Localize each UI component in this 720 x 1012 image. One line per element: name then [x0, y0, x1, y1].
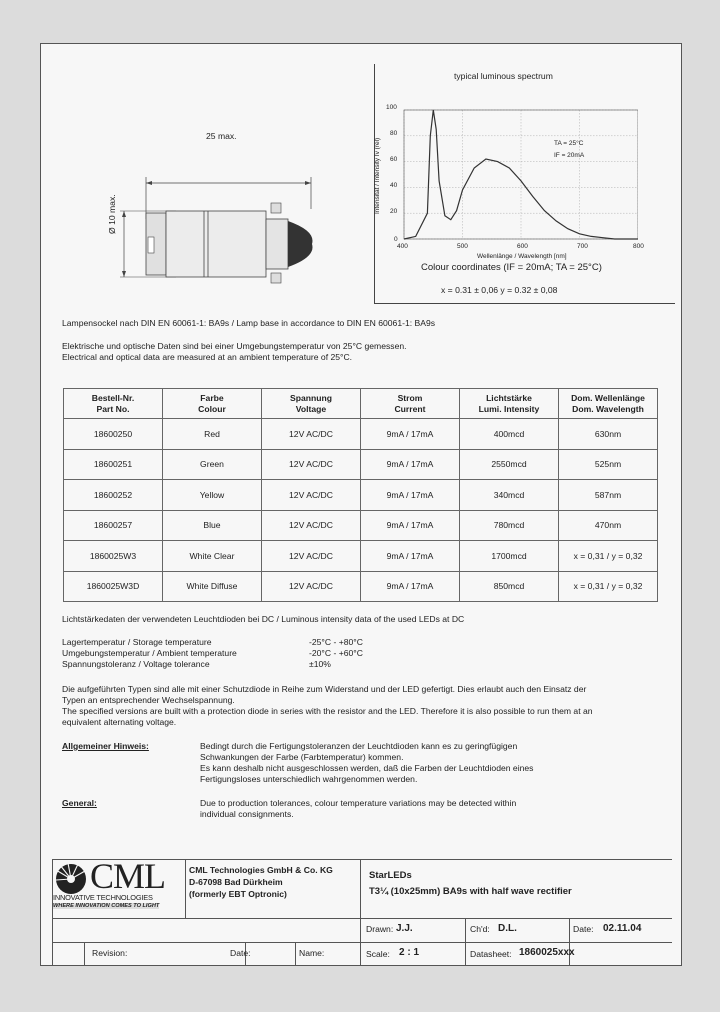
- header-current: Strom Current: [361, 389, 460, 419]
- x-tick-600: 600: [517, 243, 528, 250]
- cell: 12V AC/DC: [262, 449, 361, 480]
- revision-name-label: Name:: [299, 948, 325, 958]
- cell: 18600257: [64, 510, 163, 541]
- x-tick-500: 500: [457, 243, 468, 250]
- header-part-no: Bestell-Nr. Part No.: [64, 389, 163, 419]
- checked-value: D.L.: [498, 923, 517, 934]
- table-row: [64, 480, 658, 511]
- cell: 340mcd: [460, 480, 559, 511]
- cell: 1860025W3D: [64, 571, 163, 602]
- protection-text-4: equivalent alternating voltage.: [62, 717, 177, 727]
- datasheet-label: Datasheet:: [470, 949, 512, 959]
- table-row: [64, 510, 658, 541]
- table-row: [64, 449, 658, 480]
- cell: 587nm: [559, 480, 658, 511]
- cell: 525nm: [559, 449, 658, 480]
- x-tick-800: 800: [633, 243, 644, 250]
- spec-storage-value: -25°C - +80°C: [309, 637, 363, 647]
- legend-forward-current: IF = 20mA: [554, 152, 585, 159]
- date-label: Date:: [573, 924, 594, 934]
- drawn-value: J.J.: [396, 923, 413, 934]
- y-tick-60: 60: [390, 156, 398, 163]
- cell: 470nm: [559, 510, 658, 541]
- spectrum-y-axis-label: Intensität / Intensity Iv (rel): [374, 137, 381, 214]
- logo-subtitle: INNOVATIVE TECHNOLOGIES: [53, 893, 153, 902]
- cell: 9mA / 17mA: [361, 571, 460, 602]
- spec-ambient-label: Umgebungstemperatur / Ambient temperature: [62, 648, 237, 658]
- checked-label: Ch'd:: [470, 924, 490, 934]
- scale-value: 2 : 1: [399, 947, 420, 958]
- legend-ambient-temp: TA = 25°C: [554, 140, 584, 147]
- spectrum-x-axis-label: Wellenlänge / Wavelength [nm]: [477, 253, 567, 260]
- cell: 1860025W3: [64, 541, 163, 572]
- cell: 12V AC/DC: [262, 541, 361, 572]
- cell: White Diffuse: [163, 571, 262, 602]
- revision-date-label: Date:: [230, 948, 251, 958]
- datasheet-value: 1860025xxx: [519, 947, 575, 958]
- cell: 9mA / 17mA: [361, 480, 460, 511]
- general-note-en-2: individual consignments.: [200, 809, 294, 819]
- cell: 12V AC/DC: [262, 480, 361, 511]
- cell: 18600252: [64, 480, 163, 511]
- revision-label: Revision:: [92, 948, 128, 958]
- cell: 9mA / 17mA: [361, 419, 460, 450]
- general-note-de-1: Bedingt durch die Fertigungstoleranzen der Leuchtdioden kann es zu geringfügigen: [200, 741, 518, 751]
- cell: 2550mcd: [460, 449, 559, 480]
- cell: 18600251: [64, 449, 163, 480]
- date-value: 02.11.04: [603, 923, 642, 934]
- x-tick-400: 400: [397, 243, 408, 250]
- table-header-row: [64, 389, 658, 419]
- protection-text-2: Typen an entsprechender Wechselspannung.: [62, 695, 235, 705]
- cell: 850mcd: [460, 571, 559, 602]
- product-name: StarLEDs: [369, 870, 412, 881]
- general-note-en-1: Due to production tolerances, colour temperature variations may be detected within: [200, 798, 517, 808]
- general-note-de-label: Allgemeiner Hinweis:: [62, 741, 149, 751]
- spec-voltage-label: Spannungstoleranz / Voltage tolerance: [62, 659, 210, 669]
- electrical-note-de: Elektrische und optische Daten sind bei einer Umgebungstemperatur von 25°C gemessen.: [62, 341, 407, 351]
- cell: x = 0,31 / y = 0,32: [559, 541, 658, 572]
- x-tick-700: 700: [577, 243, 588, 250]
- spec-ambient-value: -20°C - +60°C: [309, 648, 363, 658]
- logo-text: CML: [90, 856, 166, 896]
- cell: x = 0,31 / y = 0,32: [559, 571, 658, 602]
- cell: Red: [163, 419, 262, 450]
- cell: Blue: [163, 510, 262, 541]
- cell: 18600250: [64, 419, 163, 450]
- cell: 630nm: [559, 419, 658, 450]
- diameter-dimension-label: Ø 10 max.: [107, 194, 117, 234]
- cell: 9mA / 17mA: [361, 510, 460, 541]
- header-intensity: Lichtstärke Lumi. Intensity: [460, 389, 559, 419]
- spectrum-title: typical luminous spectrum: [454, 71, 553, 81]
- y-tick-40: 40: [390, 182, 398, 189]
- cell: White Clear: [163, 541, 262, 572]
- protection-text-1: Die aufgeführten Typen sind alle mit einer Schutzdiode in Reihe zum Widerstand und der LED gefertigt. Dies erlaubt auch den Einsatz der: [62, 684, 587, 694]
- general-note-de-2: Schwankungen der Farbe (Farbtemperatur) kommen.: [200, 752, 404, 762]
- drawn-label: Drawn:: [366, 924, 394, 934]
- y-tick-0: 0: [394, 236, 398, 243]
- y-tick-20: 20: [390, 208, 398, 215]
- header-wavelength: Dom. Wellenlänge Dom. Wavelength: [559, 389, 658, 419]
- scale-label: Scale:: [366, 949, 390, 959]
- header-colour: Farbe Colour: [163, 389, 262, 419]
- table-row: [64, 541, 658, 572]
- cell: 1700mcd: [460, 541, 559, 572]
- cell: Green: [163, 449, 262, 480]
- luminous-intensity-note: Lichtstärkedaten der verwendeten Leuchtdioden bei DC / Luminous intensity data of the used LEDs at DC: [62, 614, 465, 624]
- y-tick-100: 100: [386, 104, 397, 111]
- logo-tagline: WHERE INNOVATION COMES TO LIGHT: [53, 903, 160, 909]
- header-voltage: Spannung Voltage: [262, 389, 361, 419]
- lamp-dimension-drawing: [116, 169, 376, 289]
- cell: 12V AC/DC: [262, 510, 361, 541]
- product-description: T3¼ (10x25mm) BA9s with half wave rectifier: [369, 886, 572, 897]
- colour-coordinates-values: x = 0.31 ± 0,06 y = 0.32 ± 0,08: [441, 285, 558, 295]
- datasheet-page: [40, 43, 682, 966]
- cml-logo-icon: [54, 862, 88, 896]
- cell: 12V AC/DC: [262, 419, 361, 450]
- general-note-en-label: General:: [62, 798, 97, 808]
- company-name: CML Technologies GmbH & Co. KG: [189, 865, 333, 875]
- cell: 780mcd: [460, 510, 559, 541]
- cell: 9mA / 17mA: [361, 541, 460, 572]
- spec-voltage-value: ±10%: [309, 659, 331, 669]
- cell: 400mcd: [460, 419, 559, 450]
- product-table: [63, 388, 658, 602]
- company-address: D-67098 Bad Dürkheim: [189, 877, 283, 887]
- general-note-de-4: Fertigungsloses unterschiedlich wahrgenommen werden.: [200, 774, 418, 784]
- spec-storage-label: Lagertemperatur / Storage temperature: [62, 637, 212, 647]
- lamp-base-note: Lampensockel nach DIN EN 60061-1: BA9s / Lamp base in accordance to DIN EN 60061-1: BA9s: [62, 318, 436, 328]
- cell: 12V AC/DC: [262, 571, 361, 602]
- electrical-note-en: Electrical and optical data are measured at an ambient temperature of 25°C.: [62, 352, 353, 362]
- width-dimension-label: 25 max.: [206, 131, 237, 141]
- colour-coordinates-label: Colour coordinates (IF = 20mA; TA = 25°C): [421, 262, 602, 273]
- y-tick-80: 80: [390, 130, 398, 137]
- general-note-de-3: Es kann deshalb nicht ausgeschlossen werden, daß die Farben der Leuchtdioden eines: [200, 763, 534, 773]
- company-formerly: (formerly EBT Optronic): [189, 889, 287, 899]
- cell: 9mA / 17mA: [361, 449, 460, 480]
- protection-text-3: The specified versions are built with a protection diode in series with the resistor and the LED. Therefore it is also possible to run them at an: [62, 706, 593, 716]
- table-row: [64, 571, 658, 602]
- spectrum-plot: [396, 106, 638, 243]
- table-row: [64, 419, 658, 450]
- cell: Yellow: [163, 480, 262, 511]
